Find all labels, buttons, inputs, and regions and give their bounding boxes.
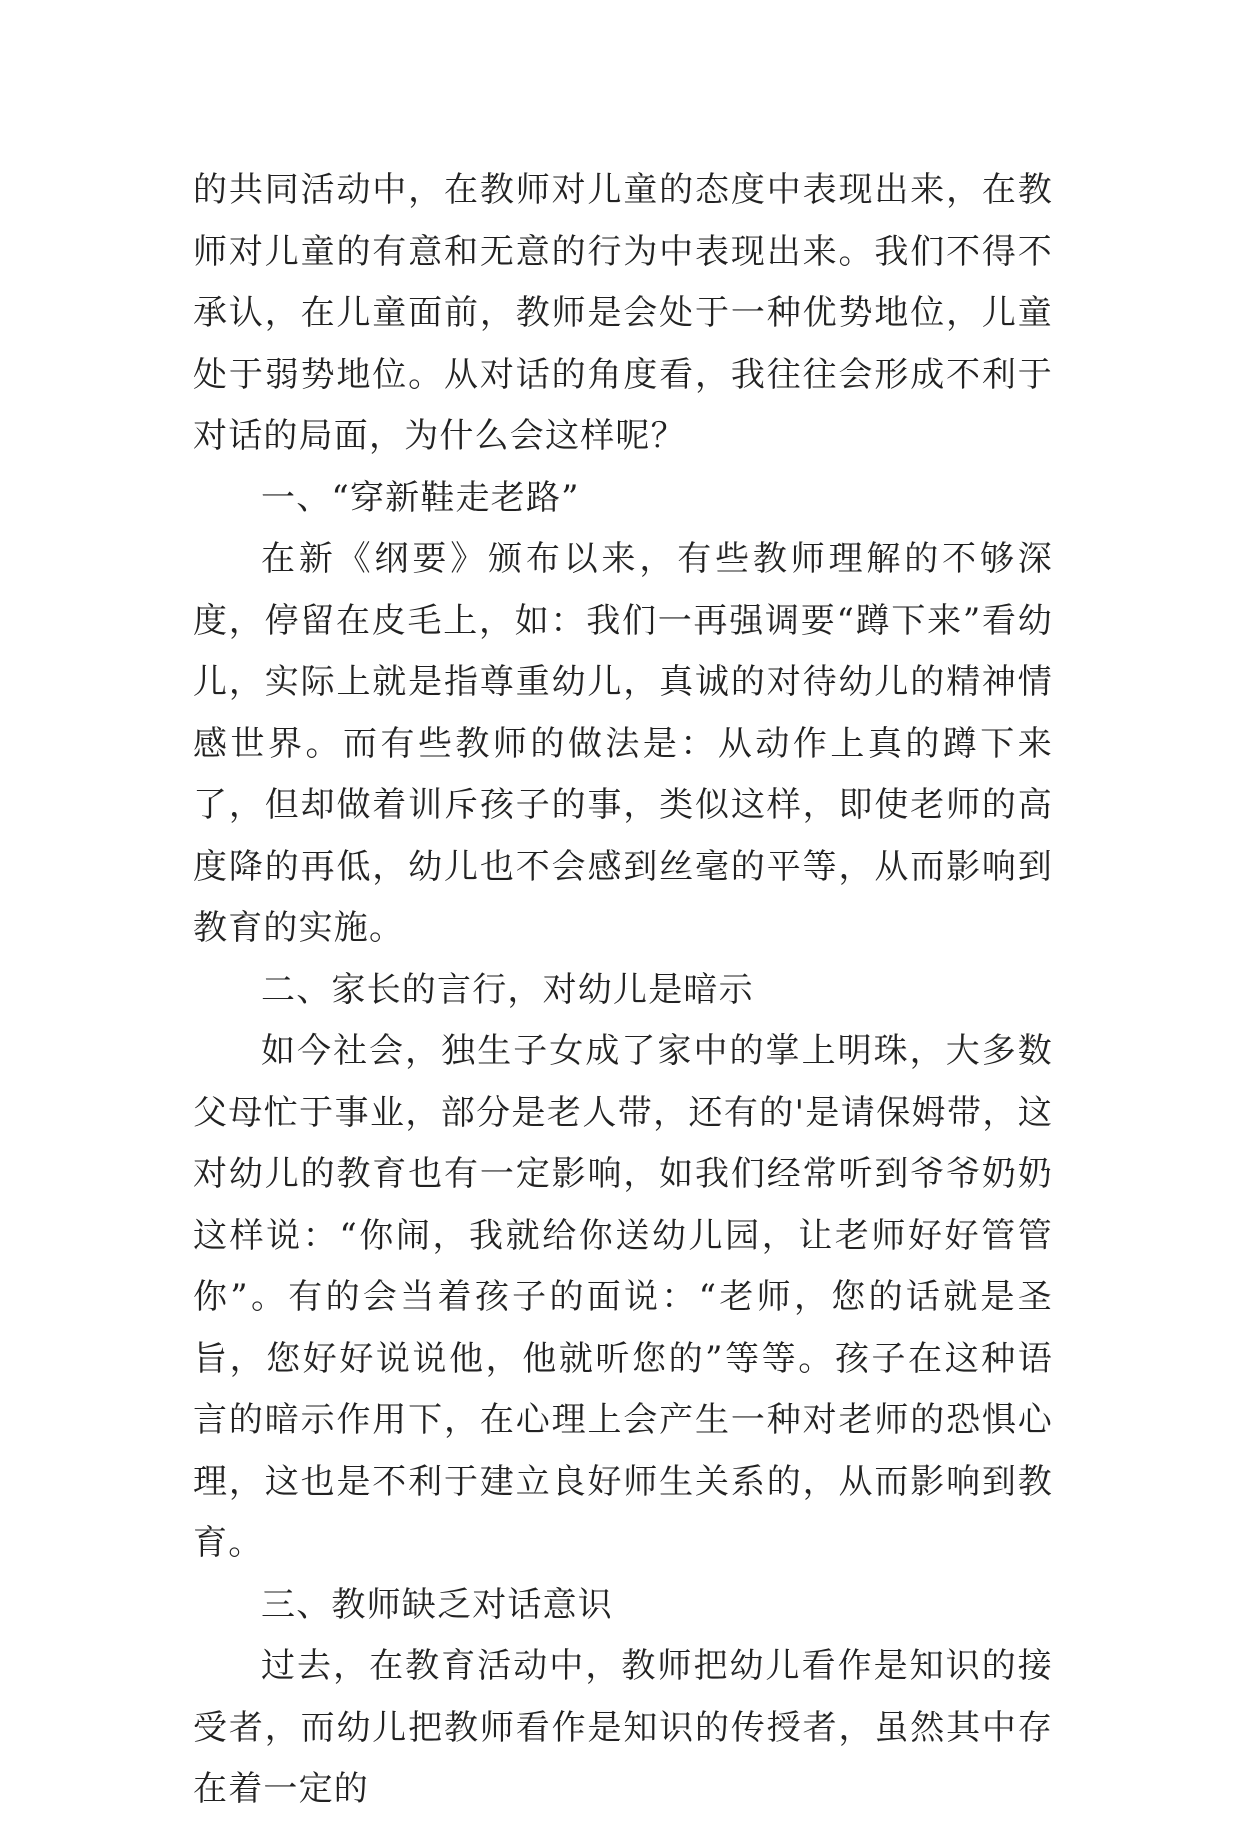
paragraph-section-1: 在新《纲要》颁布以来，有些教师理解的不够深度，停留在皮毛上，如：我们一再强调要“蹲下来”看幼儿，实际上就是指尊重幼儿，真诚的对待幼儿的精神情感世界。而有些教师的做法是：从动作上真的蹲下来了，但却做着训斥孩子的事，类似这样，即使老师的高度降的再低，幼儿也不会感到丝毫的平等，从而影响到教育的实施。 bbox=[193, 539, 1053, 948]
paragraph-continuation: 的共同活动中，在教师对儿童的态度中表现出来，在教师对儿童的有意和无意的行为中表现出来。我们不得不承认，在儿童面前，教师是会处于一种优势地位，儿童处于弱势地位。从对话的角度看，我往往会形成不利于对话的局面，为什么会这样呢？ bbox=[193, 170, 1053, 456]
section-heading-1: 一、“穿新鞋走老路” bbox=[261, 477, 580, 518]
section-heading-3: 三、教师缺乏对话意识 bbox=[261, 1584, 613, 1625]
paragraph-section-2: 如今社会，独生子女成了家中的掌上明珠，大多数父母忙于事业，部分是老人带，还有的'是请保姆带，这对幼儿的教育也有一定影响，如我们经常听到爷爷奶奶这样说：“你闹，我就给你送幼儿园，让老师好好管管你”。有的会当着孩子的面说：“老师，您的话就是圣旨，您好好说说他，他就听您的”等等。孩子在这种语言的暗示作用下，在心理上会产生一种对老师的恐惧心理，这也是不利于建立良好师生关系的，从而影响到教育。 bbox=[193, 1031, 1053, 1563]
section-heading-2: 二、家长的言行，对幼儿是暗示 bbox=[261, 969, 754, 1010]
paragraph-section-3: 过去，在教育活动中，教师把幼儿看作是知识的接受者，而幼儿把教师看作是知识的传授者，虽然其中存在着一定的 bbox=[193, 1646, 1053, 1809]
document-body bbox=[193, 160, 1053, 1821]
